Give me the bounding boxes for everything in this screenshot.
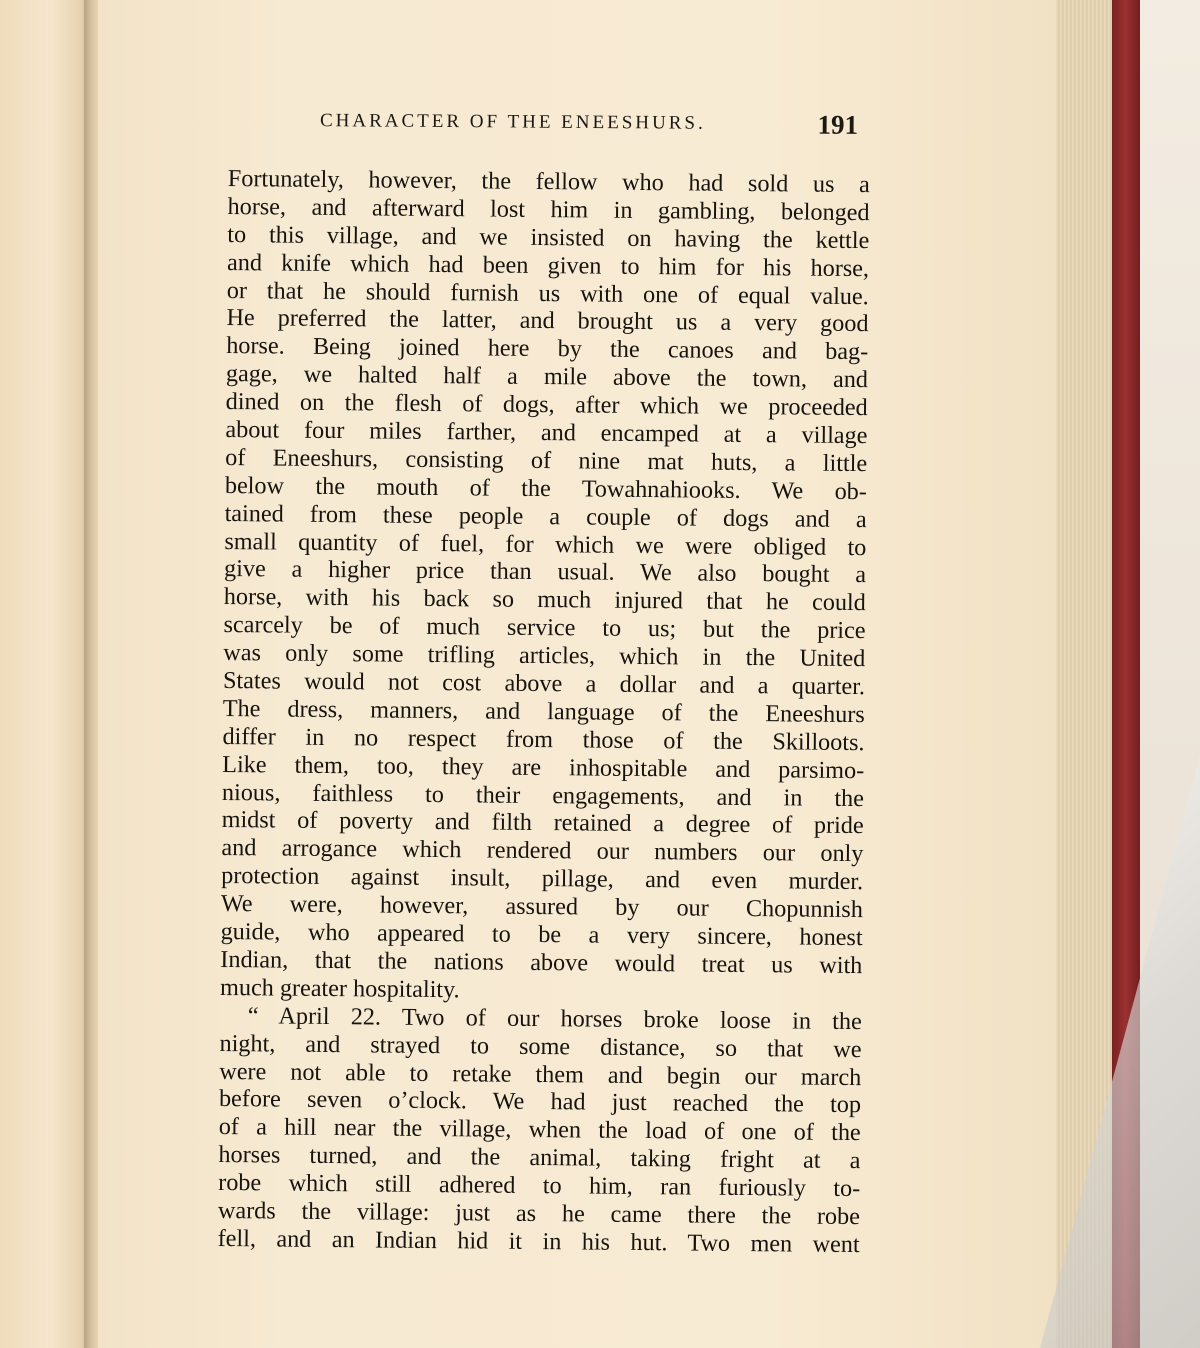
text-line: about four miles farther, and encamped at a village [225, 416, 868, 450]
text-line: of a hill near the village, when the load of one of the [218, 1113, 861, 1147]
page-number: 191 [817, 109, 859, 140]
text-line: protection against insult, pillage, and even murder. [221, 862, 864, 896]
paragraph-end-line: much greater hospitality. [219, 973, 460, 1004]
text-line: of Eneeshurs, consisting of nine mat huts, a little [225, 443, 868, 478]
body-text [218, 165, 870, 1259]
text-line: guide, who appeared to be a very sincere, honest [220, 918, 863, 952]
text-line: fell, and an Indian hid it in his hut. Two men went [217, 1224, 860, 1258]
text-line: horse, and afterward lost him in gambling, belonged [227, 192, 870, 227]
text-line: or that he should furnish us with one of equal value. [226, 276, 869, 310]
text-line: scarcely be of much service to us; but the price [223, 611, 866, 645]
text-line: and arrogance which rendered our numbers our only [221, 834, 864, 868]
text-line: differ in no respect from those of the Skilloots. [222, 722, 865, 756]
text-line: to this village, and we insisted on having the kettle [227, 220, 870, 254]
text-line: below the mouth of the Towahnahiooks. We ob- [224, 471, 868, 505]
running-head-title: CHARACTER OF THE ENEESHURS. [319, 110, 706, 134]
text-line: The dress, manners, and language of the Eneeshurs [222, 694, 865, 729]
left-page [0, 0, 92, 1348]
text-line: dined on the flesh of dogs, after which we proceeded [225, 388, 868, 422]
text-line: tained from these people a couple of dogs and a [224, 499, 867, 533]
text-line: horses turned, and the animal, taking fright at a [218, 1141, 861, 1175]
text-line: robe which still adhered to him, ran furiously to- [218, 1169, 861, 1203]
text-line: midst of poverty and filth retained a degree of pride [221, 806, 864, 840]
text-line: night, and strayed to some distance, so that we [219, 1029, 862, 1063]
text-line: wards the village: just as he came there the robe [217, 1196, 861, 1231]
text-line: We were, however, assured by our Chopunnish [220, 890, 864, 924]
text-line: was only some trifling articles, which in the United [223, 639, 866, 673]
text-line: horse. Being joined here by the canoes and bag- [226, 332, 869, 366]
text-line: give a higher price than usual. We also bought a [223, 555, 867, 589]
text-line: States would not cost above a dollar and a quarter. [222, 667, 866, 701]
text-line: He preferred the latter, and brought us a very good [226, 304, 869, 338]
paragraph-start-line: “ April 22. Two of our horses broke loose in the [247, 1001, 862, 1035]
text-line: Indian, that the nations above would treat us with [220, 945, 863, 980]
text-line: Like them, too, they are inhospitable and parsimo- [222, 750, 865, 784]
text-line: Fortunately, however, the fellow who had sold us a [227, 165, 870, 199]
text-line: horse, with his back so much injured that he could [223, 583, 866, 617]
text-line: and knife which had been given to him for his horse, [226, 248, 870, 282]
running-head [320, 106, 862, 146]
text-line: small quantity of fuel, for which we were obliged to [224, 527, 867, 561]
text-line: were not able to retake them and begin our march [219, 1057, 862, 1091]
text-line: gage, we halted half a mile above the town, and [225, 360, 869, 394]
text-line: before seven o’clock. We had just reached the top [218, 1085, 862, 1119]
text-line: nious, faithless to their engagements, and in the [221, 778, 865, 812]
